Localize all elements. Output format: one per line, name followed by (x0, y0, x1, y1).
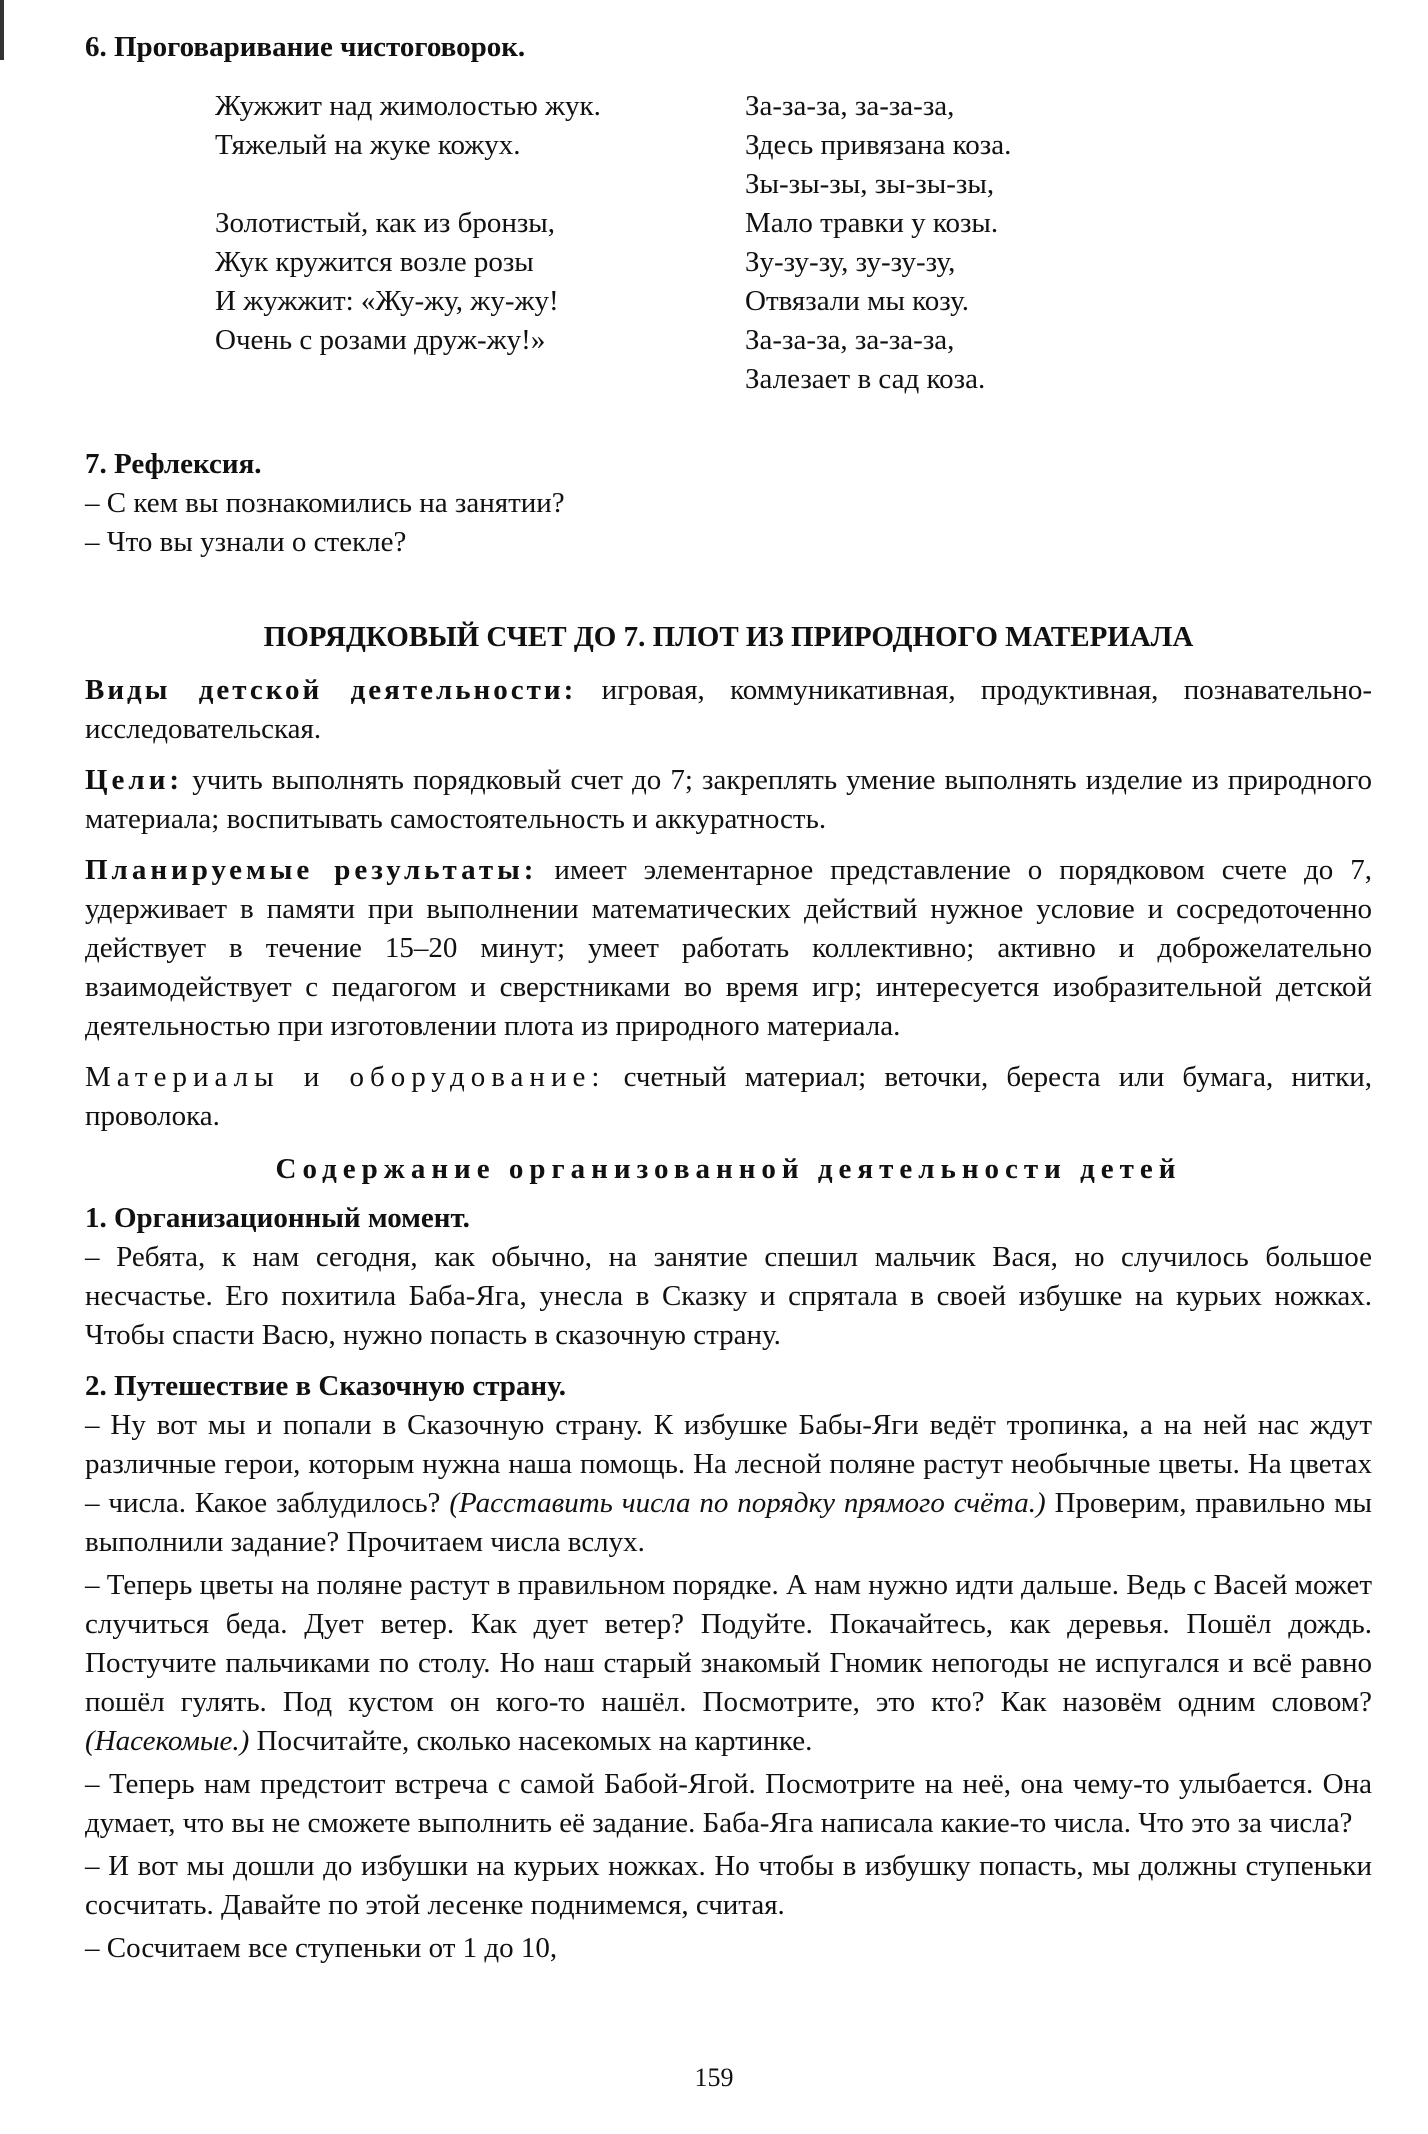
text-run: – Ну вот мы и попали в Сказочную страну. К избушке Бабы-Яги ведёт тропинка, а на ней нас ждут различные герои, которым нужна наша помощь. На лесной поляне растут необычные цветы. На цветах – числа. Какое заблудилось? (85, 1409, 1372, 1519)
planned-results (85, 851, 1372, 1046)
part-2-heading: 2. Путешествие в Сказочную страну. (85, 1370, 566, 1402)
poem-line: Очень с розами друж-жу!» (215, 324, 546, 356)
poem-line: Зы-зы-зы, зы-зы-зы, (745, 168, 995, 200)
poem-line: За-за-за, за-за-за, (745, 324, 955, 356)
poem-line: За-за-за, за-за-за, (745, 90, 955, 122)
scan-edge-mark (0, 0, 4, 60)
part-2-paragraph: – Теперь нам предстоит встреча с самой Бабой-Ягой. Посмотрите на неё, она чему-то улыбается. Она думает, что вы не сможете выполнить её задание. Баба-Яга написала какие-то числа. Что это за числа? (85, 1768, 1372, 1839)
poem-line: Отвязали мы козу. (745, 285, 969, 317)
poem-line: Тяжелый на жуке кожух. (215, 129, 521, 161)
poem-line: Здесь привязана коза. (745, 129, 1012, 161)
poem-right-column (745, 87, 1205, 399)
part-1-heading: 1. Организационный момент. (85, 1202, 470, 1234)
page-number: 159 (694, 2063, 734, 2092)
part-2-paragraph (85, 1566, 1372, 1761)
section-6-heading: 6. Проговаривание чистоговорок. (85, 31, 526, 63)
poem-line (215, 165, 675, 204)
section-7-heading: 7. Рефлексия. (85, 448, 262, 480)
poem-line: Жук кружится возле розы (215, 246, 534, 278)
materials-text: счетный материал; веточки, береста или бумага, нитки, проволока. (85, 1061, 1372, 1132)
content-subtitle: Содержание организованной деятельности детей (275, 1153, 1182, 1185)
activity-types (85, 671, 1372, 749)
reflection-question: – Что вы узнали о стекле? (85, 526, 407, 558)
activity-types-label: Виды детской деятельности: (85, 674, 577, 706)
lesson-title: ПОРЯДКОВЫЙ СЧЕТ ДО 7. ПЛОТ ИЗ ПРИРОДНОГО МАТЕРИАЛА (263, 621, 1194, 653)
goals-text: учить выполнять порядковый счет до 7; закреплять умение выполнять изделие из природного материала; воспитывать самостоятельность и аккуратность. (85, 764, 1372, 835)
goals (85, 761, 1372, 839)
materials-label: Материалы и оборудование: (85, 1061, 606, 1093)
materials (85, 1058, 1372, 1136)
text-run: Проверим, правильно мы выполнили задание? Прочитаем числа вслух. (85, 1487, 1373, 1558)
poem-line: Жужжит над жимолостью жук. (215, 90, 601, 122)
poem-line: Золотистый, как из бронзы, (215, 207, 556, 239)
activity-types-text: игровая, коммуникативная, продуктивная, познавательно-исследовательская. (85, 674, 1372, 745)
page-content (85, 28, 1372, 1972)
italic-note: (Насекомые.) (85, 1725, 250, 1757)
text-run: – Теперь цветы на поляне растут в правильном порядке. А нам нужно идти дальше. Ведь с Васей может случиться беда. Дует ветер. Как дует ветер? Подуйте. Покачайтесь, как деревья. Пошёл дождь. Постучите пальчиками по столу. Но наш старый знакомый Гномик непогоды не испугался и всё равно пошёл гулять. Под кустом он кого-то нашёл. Посмотрите, это кто? Как назовём одним словом? (85, 1569, 1372, 1718)
poem-line: И жужжит: «Жу-жу, жу-жу! (215, 285, 559, 317)
planned-results-label: Планируемые результаты: (85, 854, 538, 886)
poem-line: Зу-зу-зу, зу-зу-зу, (745, 246, 956, 278)
part-1-text: – Ребята, к нам сегодня, как обычно, на занятие спешил мальчик Вася, но случилось большое несчастье. Его похитила Баба-Яга, унесла в Сказку и спрятала в своей избушке на курьих ножках. Чтобы спасти Васю, нужно попасть в сказочную страну. (85, 1241, 1372, 1351)
part-2-paragraph (85, 1406, 1372, 1562)
part-2-paragraph: – Сосчитаем все ступеньки от 1 до 10, (85, 1932, 558, 1964)
poem-line: Мало травки у козы. (745, 207, 999, 239)
poem-left-column (215, 87, 675, 360)
planned-results-text: имеет элементарное представление о порядковом счете до 7, удерживает в памяти при выполнении математических действий нужное условие и сосредоточенно действует в течение 15–20 минут; умеет работать коллективно; активно и доброжелательно взаимодействует с педагогом и сверстниками во время игр; интересуется изобразительной детской деятельностью при изготовлении плота из природного материала. (85, 854, 1372, 1042)
text-run: Посчитайте, сколько насекомых на картинке. (249, 1725, 813, 1757)
goals-label: Цели: (85, 764, 184, 796)
reflection-question: – С кем вы познакомились на занятии? (85, 487, 565, 519)
italic-note: (Расставить числа по порядку прямого счёта.) (449, 1487, 1046, 1519)
part-2-paragraph: – И вот мы дошли до избушки на курьих ножках. Но чтобы в избушку попасть, мы должны ступеньки сосчитать. Давайте по этой лесенке поднимемся, считая. (85, 1850, 1372, 1921)
tongue-twisters (85, 87, 1372, 427)
poem-line: Залезает в сад коза. (745, 363, 986, 395)
